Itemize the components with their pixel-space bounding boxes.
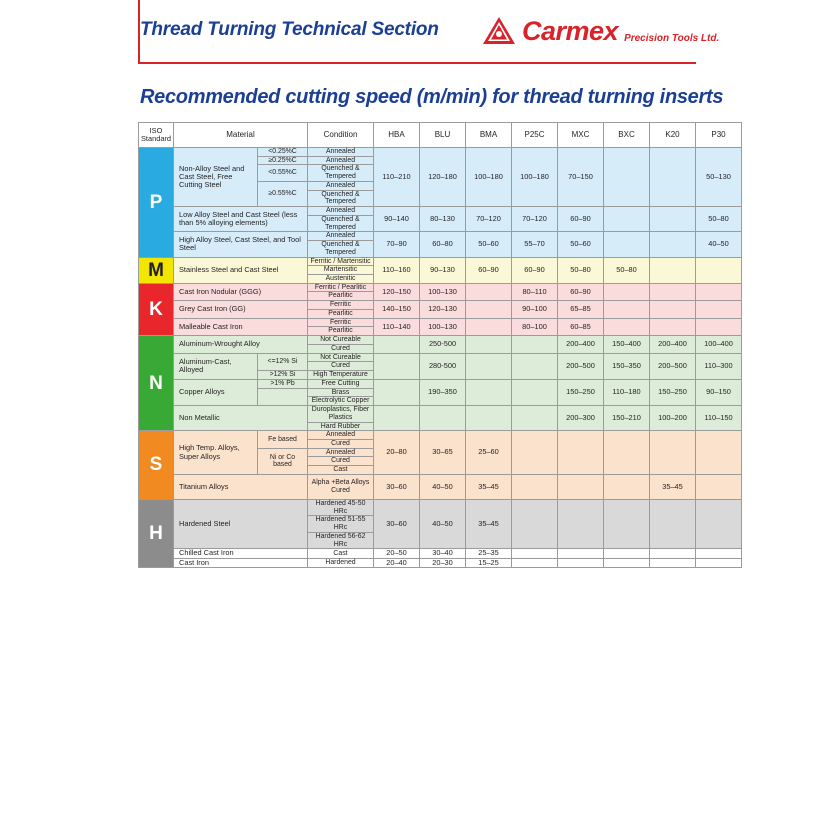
condition-cell: Hardened — [308, 558, 374, 567]
value-blu: 280-500 — [420, 353, 466, 379]
condition-cell: Cast — [308, 549, 374, 558]
material-name: Cast Iron Nodular (GGG) — [174, 283, 308, 300]
value-hba: 30–60 — [374, 474, 420, 499]
value-p30: 110–300 — [696, 353, 742, 379]
value-p25c — [512, 558, 558, 567]
value-bma: 25–60 — [466, 431, 512, 475]
value-p30 — [696, 431, 742, 475]
value-bma: 50–60 — [466, 232, 512, 257]
page-title: Thread Turning Technical Section — [140, 19, 439, 40]
value-hba: 120–150 — [374, 283, 420, 300]
table-row — [139, 283, 742, 292]
material-name: Low Alloy Steel and Cast Steel (less than 5% alloying elements) — [174, 207, 308, 232]
value-mxc: 200–500 — [558, 353, 604, 379]
value-bxc — [604, 148, 650, 207]
header-grade-bma: BMA — [466, 123, 512, 148]
value-mxc — [558, 474, 604, 499]
condition-cell: Annealed — [308, 448, 374, 457]
value-mxc — [558, 499, 604, 548]
table-row — [139, 318, 742, 327]
material-name: Hardened Steel — [174, 499, 308, 548]
value-p30 — [696, 558, 742, 567]
condition-cell: Alpha +Beta Alloys Cured — [308, 474, 374, 499]
condition-cell: Hardened 56-62 HRc — [308, 532, 374, 548]
condition-cell: Free Cutting — [308, 379, 374, 388]
material-pct: >12% Si — [258, 371, 308, 380]
material-name: Non Metallic — [174, 406, 308, 431]
value-bxc: 150–400 — [604, 336, 650, 353]
header-material: Material — [174, 123, 308, 148]
condition-cell: Cured — [308, 457, 374, 466]
value-p30 — [696, 549, 742, 558]
value-p30 — [696, 318, 742, 335]
header-grade-mxc: MXC — [558, 123, 604, 148]
value-bma: 25–35 — [466, 549, 512, 558]
value-p25c — [512, 474, 558, 499]
value-bxc — [604, 301, 650, 318]
value-p30: 40–50 — [696, 232, 742, 257]
condition-cell: Annealed — [308, 156, 374, 165]
value-bma — [466, 318, 512, 335]
page-header — [0, 0, 836, 62]
value-p25c: 60–90 — [512, 257, 558, 283]
brand-subtitle: Precision Tools Ltd. — [624, 33, 720, 44]
value-hba: 140–150 — [374, 301, 420, 318]
material-name: Aluminum-Wrought Alloy — [174, 336, 308, 353]
value-k20 — [650, 207, 696, 232]
value-p25c: 80–100 — [512, 318, 558, 335]
value-blu: 40–50 — [420, 474, 466, 499]
material-name: Titanium Alloys — [174, 474, 308, 499]
value-bma: 60–90 — [466, 257, 512, 283]
value-hba — [374, 353, 420, 379]
value-p25c: 55–70 — [512, 232, 558, 257]
group-letter-p: P — [139, 148, 174, 258]
value-p25c: 100–180 — [512, 148, 558, 207]
table-row — [139, 207, 742, 216]
value-p25c: 90–100 — [512, 301, 558, 318]
value-blu — [420, 406, 466, 431]
table-row — [139, 301, 742, 310]
value-mxc: 50–80 — [558, 257, 604, 283]
value-p25c — [512, 406, 558, 431]
value-p30: 50–130 — [696, 148, 742, 207]
header-iso-standard — [139, 123, 174, 148]
section-title: Recommended cutting speed (m/min) for thread turning inserts — [140, 86, 724, 108]
value-hba — [374, 336, 420, 353]
condition-cell: Austenitic — [308, 275, 374, 284]
value-bxc — [604, 558, 650, 567]
value-mxc — [558, 549, 604, 558]
value-p25c: 80–110 — [512, 283, 558, 300]
condition-cell: Pearlitic — [308, 327, 374, 336]
value-k20 — [650, 318, 696, 335]
material-pct: >1% Pb — [258, 379, 308, 388]
condition-cell: Martensitic — [308, 266, 374, 275]
condition-cell: Hardened 45-50 HRc — [308, 499, 374, 515]
value-bma — [466, 353, 512, 379]
value-bma — [466, 301, 512, 318]
group-letter-h: H — [139, 499, 174, 567]
value-mxc: 60–90 — [558, 283, 604, 300]
material-name: Malleable Cast Iron — [174, 318, 308, 335]
material-pct: Fe based — [258, 431, 308, 448]
value-hba: 20–80 — [374, 431, 420, 475]
value-p30 — [696, 257, 742, 283]
value-bma — [466, 336, 512, 353]
value-bma — [466, 406, 512, 431]
header-grade-hba: HBA — [374, 123, 420, 148]
condition-cell: Annealed — [308, 148, 374, 157]
value-p25c: 70–120 — [512, 207, 558, 232]
value-bxc: 50–80 — [604, 257, 650, 283]
cutting-speed-table-wrap — [138, 122, 742, 568]
value-p30: 90–150 — [696, 379, 742, 405]
value-mxc: 60–85 — [558, 318, 604, 335]
group-letter-s: S — [139, 431, 174, 500]
table-row — [139, 558, 742, 567]
value-hba: 30–60 — [374, 499, 420, 548]
header-grade-p30: P30 — [696, 123, 742, 148]
material-pct: Ni or Co based — [258, 448, 308, 474]
value-blu: 100–130 — [420, 283, 466, 300]
value-blu: 40–50 — [420, 499, 466, 548]
cutting-speed-table — [138, 122, 742, 568]
value-blu: 60–80 — [420, 232, 466, 257]
value-p25c — [512, 431, 558, 475]
value-blu: 80–130 — [420, 207, 466, 232]
condition-cell: Duroplastics, Fiber Plastics — [308, 406, 374, 422]
value-bxc — [604, 318, 650, 335]
table-row — [139, 406, 742, 422]
value-hba: 90–140 — [374, 207, 420, 232]
table-row — [139, 353, 742, 362]
value-blu: 90–130 — [420, 257, 466, 283]
header-condition: Condition — [308, 123, 374, 148]
condition-cell: Ferritic — [308, 318, 374, 327]
condition-cell: Cured — [308, 344, 374, 353]
material-pct: <=12% Si — [258, 353, 308, 370]
condition-cell: High Temperature — [308, 371, 374, 380]
condition-cell: Annealed — [308, 207, 374, 216]
value-bxc — [604, 283, 650, 300]
value-bxc — [604, 207, 650, 232]
value-bma: 15–25 — [466, 558, 512, 567]
value-hba: 110–160 — [374, 257, 420, 283]
material-name: High Alloy Steel, Cast Steel, and Tool Steel — [174, 232, 308, 257]
header-grade-blu: BLU — [420, 123, 466, 148]
value-bxc: 150–210 — [604, 406, 650, 431]
condition-cell: Hardened 51-55 HRc — [308, 516, 374, 532]
condition-cell: Not Cureable — [308, 336, 374, 345]
value-p30 — [696, 301, 742, 318]
condition-cell: Pearlitic — [308, 309, 374, 318]
value-bma: 100–180 — [466, 148, 512, 207]
value-hba: 20–50 — [374, 549, 420, 558]
value-blu: 20–30 — [420, 558, 466, 567]
condition-cell: Quenched & Tempered — [308, 241, 374, 257]
condition-cell: Annealed — [308, 181, 374, 190]
material-name: Grey Cast Iron (GG) — [174, 301, 308, 318]
value-k20 — [650, 283, 696, 300]
value-mxc: 200–400 — [558, 336, 604, 353]
value-k20 — [650, 148, 696, 207]
table-row — [139, 499, 742, 515]
value-blu: 250-500 — [420, 336, 466, 353]
value-hba: 110–140 — [374, 318, 420, 335]
table-header-row — [139, 123, 742, 148]
value-blu: 120–180 — [420, 148, 466, 207]
value-k20 — [650, 549, 696, 558]
condition-cell: Annealed — [308, 232, 374, 241]
value-p25c — [512, 336, 558, 353]
value-p30: 50–80 — [696, 207, 742, 232]
value-p30 — [696, 474, 742, 499]
value-k20: 150–250 — [650, 379, 696, 405]
value-k20 — [650, 301, 696, 318]
value-blu: 100–130 — [420, 318, 466, 335]
condition-cell: Quenched & Tempered — [308, 190, 374, 206]
value-mxc: 200–300 — [558, 406, 604, 431]
value-hba — [374, 379, 420, 405]
value-bxc: 150–350 — [604, 353, 650, 379]
carmex-logo-icon — [482, 16, 516, 46]
material-name: Non-Alloy Steel and Cast Steel, Free Cutting Steel — [174, 148, 258, 207]
table-row — [139, 336, 742, 345]
value-p25c — [512, 379, 558, 405]
condition-cell: Cured — [308, 362, 374, 371]
material-name: Cast Iron — [174, 558, 308, 567]
condition-cell: Cured — [308, 439, 374, 448]
value-bma: 35–45 — [466, 474, 512, 499]
value-k20: 200–400 — [650, 336, 696, 353]
value-bxc — [604, 232, 650, 257]
value-hba: 110–210 — [374, 148, 420, 207]
value-hba: 70–90 — [374, 232, 420, 257]
table-row — [139, 148, 742, 157]
value-bma — [466, 283, 512, 300]
value-bxc: 110–180 — [604, 379, 650, 405]
value-k20 — [650, 431, 696, 475]
header-iso-line2: Standard — [141, 134, 171, 143]
value-blu: 190–350 — [420, 379, 466, 405]
value-bma: 70–120 — [466, 207, 512, 232]
value-k20 — [650, 558, 696, 567]
value-mxc — [558, 558, 604, 567]
header-grade-p25c: P25C — [512, 123, 558, 148]
material-pct: <0.25%C — [258, 148, 308, 157]
value-blu: 30–65 — [420, 431, 466, 475]
material-pct — [258, 388, 308, 405]
value-p30: 100–400 — [696, 336, 742, 353]
value-mxc: 150–250 — [558, 379, 604, 405]
value-k20: 200–500 — [650, 353, 696, 379]
header-bottom-rule — [140, 62, 696, 64]
value-k20 — [650, 499, 696, 548]
value-hba: 20–40 — [374, 558, 420, 567]
group-letter-m: M — [139, 257, 174, 283]
header-grade-k20: K20 — [650, 123, 696, 148]
material-name: High Temp. Alloys, Super Alloys — [174, 431, 258, 475]
table-row — [139, 549, 742, 558]
value-bma: 35–45 — [466, 499, 512, 548]
value-p25c — [512, 549, 558, 558]
condition-cell: Quenched & Tempered — [308, 165, 374, 181]
value-blu: 120–130 — [420, 301, 466, 318]
header-iso-line1: ISO — [149, 125, 163, 135]
table-row — [139, 474, 742, 499]
value-p30 — [696, 499, 742, 548]
material-pct: ≥0.25%C — [258, 156, 308, 165]
material-name: Stainless Steel and Cast Steel — [174, 257, 308, 283]
condition-cell: Quenched & Tempered — [308, 215, 374, 231]
value-p25c — [512, 499, 558, 548]
value-bma — [466, 379, 512, 405]
value-k20: 100–200 — [650, 406, 696, 431]
material-name: Copper Alloys — [174, 379, 258, 405]
value-p25c — [512, 353, 558, 379]
material-name: Aluminum-Cast, Alloyed — [174, 353, 258, 379]
value-bxc — [604, 474, 650, 499]
value-hba — [374, 406, 420, 431]
value-bxc — [604, 499, 650, 548]
material-pct: <0.55%C — [258, 165, 308, 181]
condition-cell: Electrolytic Copper — [308, 397, 374, 406]
table-row — [139, 379, 742, 388]
condition-cell: Hard Rubber — [308, 422, 374, 431]
value-mxc: 70–150 — [558, 148, 604, 207]
value-k20 — [650, 257, 696, 283]
value-bxc — [604, 431, 650, 475]
table-row — [139, 431, 742, 440]
condition-cell: Cast — [308, 466, 374, 475]
condition-cell: Annealed — [308, 431, 374, 440]
condition-cell: Pearlitic — [308, 292, 374, 301]
value-bxc — [604, 549, 650, 558]
value-mxc: 65–85 — [558, 301, 604, 318]
condition-cell: Ferritic / Martensitic — [308, 257, 374, 266]
value-p30 — [696, 283, 742, 300]
value-mxc — [558, 431, 604, 475]
brand-logo — [482, 14, 719, 48]
value-mxc: 60–90 — [558, 207, 604, 232]
group-letter-n: N — [139, 336, 174, 431]
table-row — [139, 232, 742, 241]
value-k20: 35–45 — [650, 474, 696, 499]
value-mxc: 50–60 — [558, 232, 604, 257]
value-blu: 30–40 — [420, 549, 466, 558]
material-name: Chilled Cast Iron — [174, 549, 308, 558]
condition-cell: Brass — [308, 388, 374, 397]
value-p30: 110–150 — [696, 406, 742, 431]
condition-cell: Ferritic — [308, 301, 374, 310]
condition-cell: Ferritic / Pearlitic — [308, 283, 374, 292]
brand-name: Carmex — [522, 15, 619, 46]
header-grade-bxc: BXC — [604, 123, 650, 148]
table-row — [139, 257, 742, 266]
group-letter-k: K — [139, 283, 174, 335]
material-pct: ≥0.55%C — [258, 181, 308, 206]
value-k20 — [650, 232, 696, 257]
condition-cell: Not Cureable — [308, 353, 374, 362]
